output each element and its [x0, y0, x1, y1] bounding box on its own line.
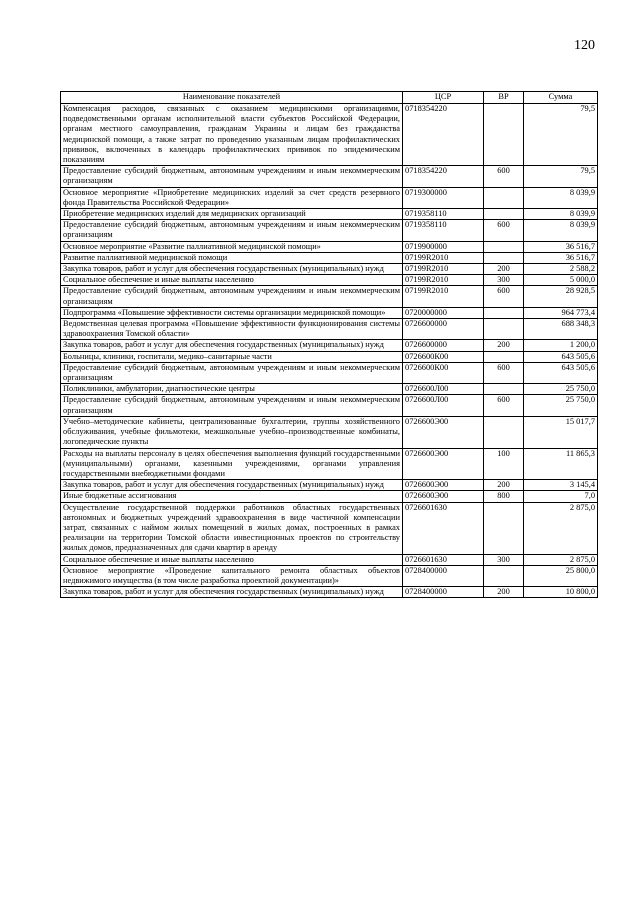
row-csr: 0719900000 — [403, 241, 484, 252]
page-number: 120 — [574, 38, 595, 53]
row-sum: 2 875,0 — [524, 502, 598, 554]
row-vr: 200 — [484, 480, 524, 491]
row-sum: 1 200,0 — [524, 340, 598, 351]
row-csr: 0719300000 — [403, 187, 484, 208]
row-sum: 2 588,2 — [524, 264, 598, 275]
header-name: Наименование показателей — [61, 92, 403, 104]
row-sum: 5 000,0 — [524, 275, 598, 286]
table-row — [61, 351, 598, 362]
row-csr: 07199R2010 — [403, 252, 484, 263]
row-name: Закупка товаров, работ и услуг для обеспечения государственных (муниципальных) нужд — [61, 587, 403, 598]
row-name: Социальное обеспечение и иные выплаты населению — [61, 554, 403, 565]
row-name: Осуществление государственной поддержки работников областных государственных автономных и бюджетных учреждений здравоохранения в виде частичной компенсации затрат, связанных с наймом жилых помещений в жилых домах, построенных в рамках реализации на территории Томской области инвестиционных проектов по строительству жилых домов, предназначенных для сдачи квартир в аренду — [61, 502, 403, 554]
row-sum: 36 516,7 — [524, 241, 598, 252]
row-name: Основное мероприятие «Проведение капитального ремонта областных объектов недвижимого имущества (в том числе разработка проектной документации)» — [61, 565, 403, 586]
table-row — [61, 491, 598, 502]
row-csr: 0718354220 — [403, 166, 484, 187]
table-row — [61, 319, 598, 340]
header-sum: Сумма — [524, 92, 598, 104]
row-name: Компенсация расходов, связанных с оказанием медицинскими организациями, подведомственными органам исполнительной власти субъектов Российской Федерации, органам местного самоуправления, гражданам Украины и лицам без гражданства медицинской помощи, а также затрат по проведению указанным лицам профилактических прививок, включенных в календарь профилактических прививок по эпидемическим показаниям — [61, 104, 403, 166]
row-vr — [484, 307, 524, 318]
row-sum: 3 145,4 — [524, 480, 598, 491]
table-row — [61, 187, 598, 208]
row-name: Подпрограмма «Повышение эффективности системы организации медицинской помощи» — [61, 307, 403, 318]
table-row — [61, 395, 598, 416]
row-sum: 964 773,4 — [524, 307, 598, 318]
row-vr — [484, 384, 524, 395]
row-csr: 0726600Э00 — [403, 416, 484, 448]
table-row — [61, 587, 598, 598]
row-name: Приобретение медицинских изделий для медицинских организаций — [61, 209, 403, 220]
row-vr: 600 — [484, 286, 524, 307]
header-vr: ВР — [484, 92, 524, 104]
row-csr: 0726600К00 — [403, 351, 484, 362]
table-row — [61, 264, 598, 275]
table-row — [61, 384, 598, 395]
table-row — [61, 502, 598, 554]
table-header-row — [61, 92, 598, 104]
table-row — [61, 104, 598, 166]
row-vr: 300 — [484, 554, 524, 565]
budget-table — [60, 91, 598, 598]
table-row — [61, 252, 598, 263]
row-sum: 36 516,7 — [524, 252, 598, 263]
row-sum: 25 750,0 — [524, 395, 598, 416]
table-row — [61, 554, 598, 565]
row-vr: 200 — [484, 264, 524, 275]
row-csr: 0726600Э00 — [403, 491, 484, 502]
row-name: Расходы на выплаты персоналу в целях обеспечения выполнения функций государственными (муниципальными) органами, казенными учреждениями, органами управления государственными внебюджетными фондами — [61, 448, 403, 480]
row-vr: 600 — [484, 362, 524, 383]
row-csr: 07199R2010 — [403, 264, 484, 275]
row-csr: 0719358110 — [403, 220, 484, 241]
row-csr: 0720000000 — [403, 307, 484, 318]
row-csr: 0726600К00 — [403, 362, 484, 383]
row-csr: 0726600000 — [403, 340, 484, 351]
table-row — [61, 448, 598, 480]
header-csr: ЦСР — [403, 92, 484, 104]
row-vr: 600 — [484, 220, 524, 241]
row-csr: 0728400000 — [403, 587, 484, 598]
row-csr: 0726601630 — [403, 554, 484, 565]
row-vr — [484, 241, 524, 252]
row-name: Предоставление субсидий бюджетным, автономным учреждениям и иным некоммерческим организациям — [61, 286, 403, 307]
row-sum: 11 865,3 — [524, 448, 598, 480]
row-vr: 200 — [484, 340, 524, 351]
table-row — [61, 275, 598, 286]
table-row — [61, 416, 598, 448]
row-csr: 0726600Э00 — [403, 480, 484, 491]
row-sum: 10 800,0 — [524, 587, 598, 598]
row-sum: 25 800,0 — [524, 565, 598, 586]
row-csr: 0718354220 — [403, 104, 484, 166]
table-row — [61, 307, 598, 318]
row-name: Основное мероприятие «Приобретение медицинских изделий за счет средств резервного фонда Правительства Российской Федерации» — [61, 187, 403, 208]
table-row — [61, 166, 598, 187]
row-sum: 8 039,9 — [524, 220, 598, 241]
row-sum: 643 505,6 — [524, 362, 598, 383]
row-name: Предоставление субсидий бюджетным, автономным учреждениям и иным некоммерческим организациям — [61, 362, 403, 383]
row-vr: 200 — [484, 587, 524, 598]
row-csr: 0726600Л00 — [403, 384, 484, 395]
row-csr: 0726600Л00 — [403, 395, 484, 416]
row-name: Иные бюджетные ассигнования — [61, 491, 403, 502]
row-vr: 100 — [484, 448, 524, 480]
row-vr — [484, 351, 524, 362]
row-csr: 0726600000 — [403, 319, 484, 340]
row-name: Закупка товаров, работ и услуг для обеспечения государственных (муниципальных) нужд — [61, 264, 403, 275]
row-vr: 800 — [484, 491, 524, 502]
row-csr: 0726601630 — [403, 502, 484, 554]
table-row — [61, 209, 598, 220]
row-vr — [484, 187, 524, 208]
row-vr: 300 — [484, 275, 524, 286]
table-row — [61, 565, 598, 586]
row-name: Закупка товаров, работ и услуг для обеспечения государственных (муниципальных) нужд — [61, 340, 403, 351]
row-sum: 2 875,0 — [524, 554, 598, 565]
table-row — [61, 220, 598, 241]
row-csr: 07199R2010 — [403, 286, 484, 307]
row-name: Учебно–методические кабинеты, централизованные бухгалтерии, группы хозяйственного обслуживания, учебные фильмотеки, межшкольные учебно–производственные комбинаты, логопедические пункты — [61, 416, 403, 448]
row-name: Социальное обеспечение и иные выплаты населению — [61, 275, 403, 286]
row-sum: 15 017,7 — [524, 416, 598, 448]
row-vr — [484, 319, 524, 340]
table-row — [61, 241, 598, 252]
table-row — [61, 340, 598, 351]
row-name: Закупка товаров, работ и услуг для обеспечения государственных (муниципальных) нужд — [61, 480, 403, 491]
table-body — [61, 104, 598, 598]
row-sum: 643 505,6 — [524, 351, 598, 362]
row-sum: 79,5 — [524, 166, 598, 187]
table-row — [61, 286, 598, 307]
row-sum: 25 750,0 — [524, 384, 598, 395]
row-sum: 8 039,9 — [524, 209, 598, 220]
table-row — [61, 480, 598, 491]
row-vr — [484, 104, 524, 166]
row-vr — [484, 252, 524, 263]
row-name: Ведомственная целевая программа «Повышение эффективности функционирования системы здравоохранения Томской области» — [61, 319, 403, 340]
row-csr: 0726600Э00 — [403, 448, 484, 480]
row-vr — [484, 416, 524, 448]
row-name: Развитие паллиативной медицинской помощи — [61, 252, 403, 263]
row-name: Предоставление субсидий бюджетным, автономным учреждениям и иным некоммерческим организациям — [61, 395, 403, 416]
row-csr: 07199R2010 — [403, 275, 484, 286]
row-name: Поликлиники, амбулатории, диагностические центры — [61, 384, 403, 395]
row-name: Больницы, клиники, госпитали, медико–санитарные части — [61, 351, 403, 362]
row-vr — [484, 209, 524, 220]
row-sum: 8 039,9 — [524, 187, 598, 208]
row-vr: 600 — [484, 395, 524, 416]
row-sum: 79,5 — [524, 104, 598, 166]
row-csr: 0728400000 — [403, 565, 484, 586]
row-sum: 28 928,5 — [524, 286, 598, 307]
row-vr — [484, 502, 524, 554]
row-name: Основное мероприятие «Развитие паллиативной медицинской помощи» — [61, 241, 403, 252]
row-csr: 0719358110 — [403, 209, 484, 220]
row-name: Предоставление субсидий бюджетным, автономным учреждениям и иным некоммерческим организациям — [61, 220, 403, 241]
row-vr: 600 — [484, 166, 524, 187]
row-name: Предоставление субсидий бюджетным, автономным учреждениям и иным некоммерческим организациям — [61, 166, 403, 187]
row-sum: 7,0 — [524, 491, 598, 502]
row-vr — [484, 565, 524, 586]
row-sum: 688 348,3 — [524, 319, 598, 340]
table-row — [61, 362, 598, 383]
